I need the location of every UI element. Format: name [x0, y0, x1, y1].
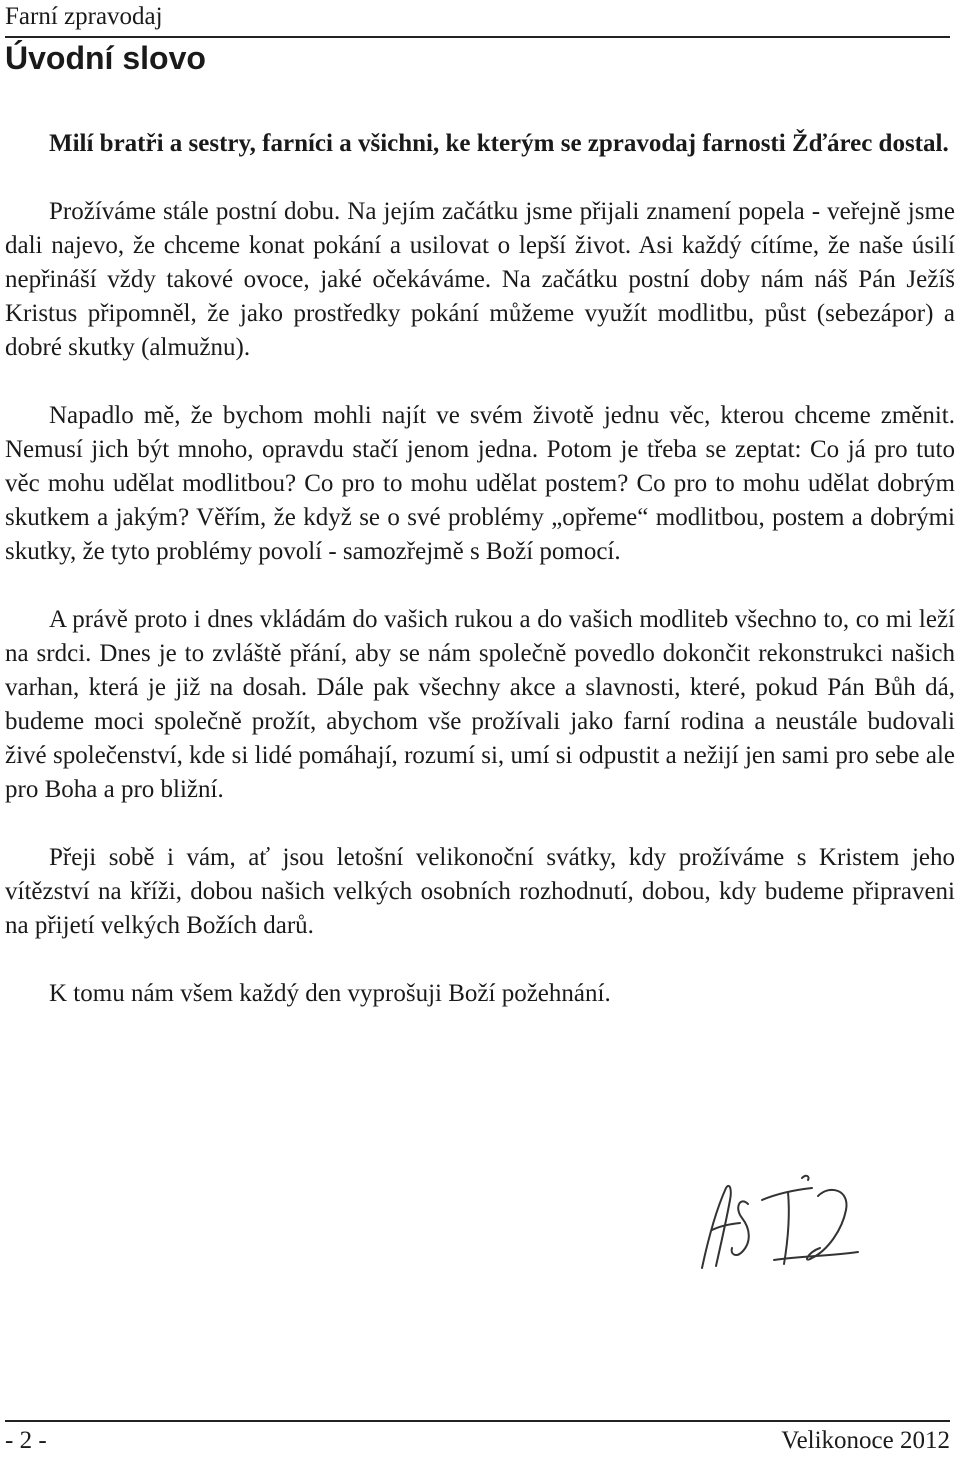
paragraph-lent: Prožíváme stále postní dobu. Na jejím začátku jsme přijali znamení popela - veřejně jsme dali najevo, že chceme konat pokání a usilovat o lepší život. Asi každý cítíme, že naše úsilí nepřináší vždy takové ovoce, jaké očekáváme. Na začátku postní doby nám náš Pán Ježíš Kristus připomněl, že jako prostředky pokání můžeme využít modlitbu, půst (sebezápor) a dobré skutky (almužnu). [5, 198, 955, 361]
article-body [5, 127, 955, 1011]
newsletter-title: Farní zpravodaj [5, 3, 163, 30]
paragraph-blessing: K tomu nám všem každý den vyprošuji Boží požehnání. [49, 980, 611, 1007]
page-header [5, 0, 950, 38]
paragraph-prayers: A právě proto i dnes vkládám do vašich rukou a do vašich modliteb všechno to, co mi leží na srdci. Dnes je to zvláště přání, aby se nám společně povedlo dokončit rekonstrukci našich varhan, která je již na dosah. Dále pak všechny akce a slavnosti, které, pokud Pán Bůh dá, budeme moci společně prožít, abychom vše prožívali jako farní rodina a neustále budovali živé společenství, kde si lidé pomáhají, rozumí si, umí si odpustit a nežijí jen sami pro sebe ale pro Boha a pro bližní. [5, 606, 955, 803]
paragraph-easter: Přeji sobě i vám, ať jsou letošní velikonoční svátky, kdy prožíváme s Kristem jeho vítězství na kříži, dobou našich velkých osobních rozhodnutí, dobou, kdy budeme připraveni na přijetí velkých Božích darů. [5, 844, 955, 939]
paragraph-change: Napadlo mě, že bychom mohli najít ve svém životě jednu věc, kterou chceme změnit. Nemusí jich být mnoho, opravdu stačí jenom jedna. Potom je třeba se zeptat: Co já pro tuto věc mohu udělat modlitbou? Co pro to mohu udělat postem? Co pro to mohu udělat dobrým skutkem a jakým? Věřím, že když se o své problémy „opřeme“ modlitbou, postem a dobrými skutky, že tyto problémy povolí - samozřejmě s Boží pomocí. [5, 402, 955, 565]
page-number: - 2 - [5, 1427, 47, 1454]
signature-graphic [690, 1160, 890, 1280]
greeting-paragraph: Milí bratři a sestry, farníci a všichni, ke kterým se zpravodaj farnosti Žďárec dostal. [49, 130, 949, 157]
handwritten-signature-icon [690, 1160, 890, 1280]
page-footer [5, 1420, 950, 1458]
article-title: Úvodní slovo [5, 40, 206, 76]
issue-season: Velikonoce 2012 [781, 1427, 950, 1454]
